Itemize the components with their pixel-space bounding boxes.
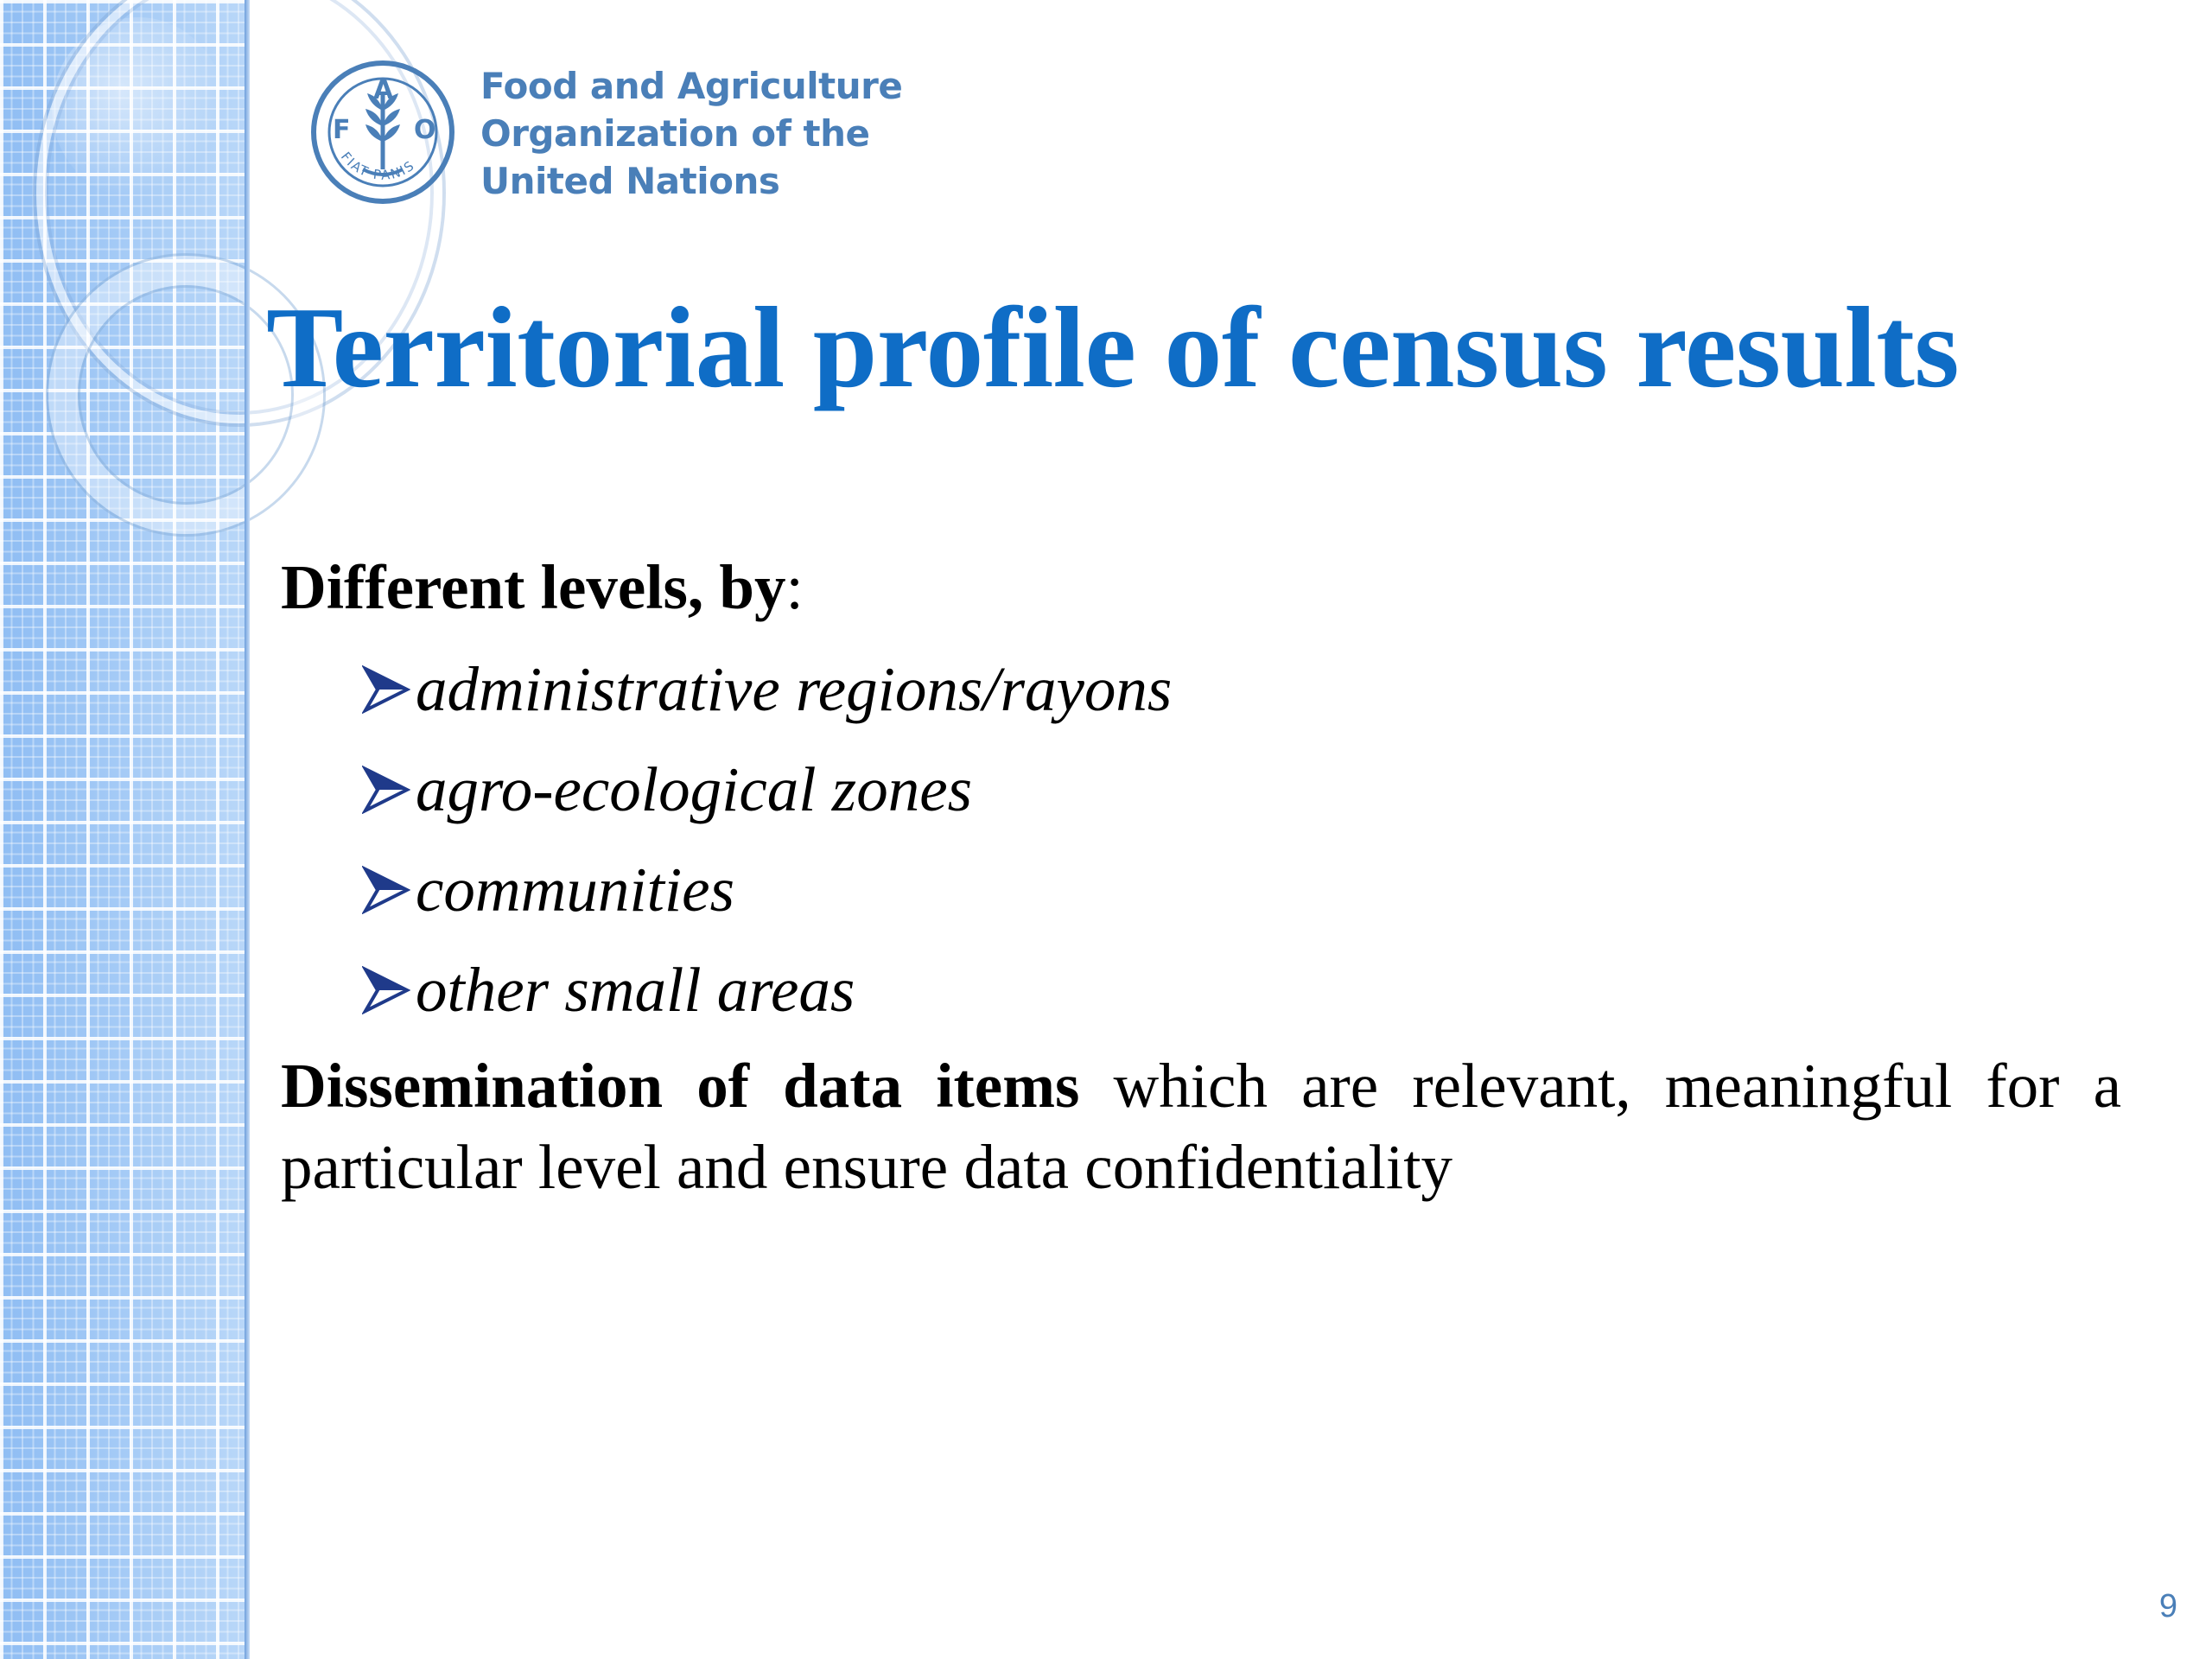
organization-name — [480, 62, 902, 205]
arrow-bullet-icon — [362, 665, 410, 714]
organization-name-line-3: United Nations — [480, 160, 780, 202]
list-item-label: administrative regions/rayons — [416, 654, 1173, 724]
levels-heading — [281, 544, 2121, 631]
list-item — [362, 940, 2121, 1040]
dissemination-rest-text: which are relevant, meaningful for a particular level and ensure data confidentiality — [281, 1051, 2121, 1202]
logo-letter-a: A — [373, 75, 394, 105]
logo-letter-o: O — [414, 115, 436, 145]
list-item — [362, 740, 2121, 840]
arrow-bullet-icon — [362, 866, 410, 914]
dissemination-paragraph — [281, 1046, 2121, 1208]
list-item — [362, 639, 2121, 740]
list-item — [362, 840, 2121, 940]
logo-letter-f: F — [333, 115, 351, 145]
arrow-bullet-icon — [362, 766, 410, 814]
organization-name-line-1: Food and Agriculture — [480, 65, 903, 107]
organization-name-line-2: Organization of the — [480, 112, 870, 155]
levels-heading-text: Different levels, by — [281, 552, 786, 622]
dissemination-bold-text: Dissemination of data items — [281, 1051, 1080, 1121]
sidebar-edge — [245, 0, 250, 1659]
logo-motto — [338, 149, 418, 183]
list-item-label: other small areas — [416, 955, 855, 1025]
slide-body — [281, 544, 2121, 1208]
arrow-bullet-icon — [362, 966, 410, 1014]
slide-title: Territorial profile of census results — [266, 283, 1960, 411]
levels-list — [281, 639, 2121, 1040]
list-item-label: communities — [416, 855, 734, 925]
page-number: 9 — [2158, 1588, 2177, 1624]
logo-motto-text: FIAT PANIS — [337, 149, 418, 183]
fao-emblem-icon — [309, 59, 456, 206]
levels-heading-colon: : — [785, 552, 804, 622]
list-item-label: agro-ecological zones — [416, 754, 973, 824]
